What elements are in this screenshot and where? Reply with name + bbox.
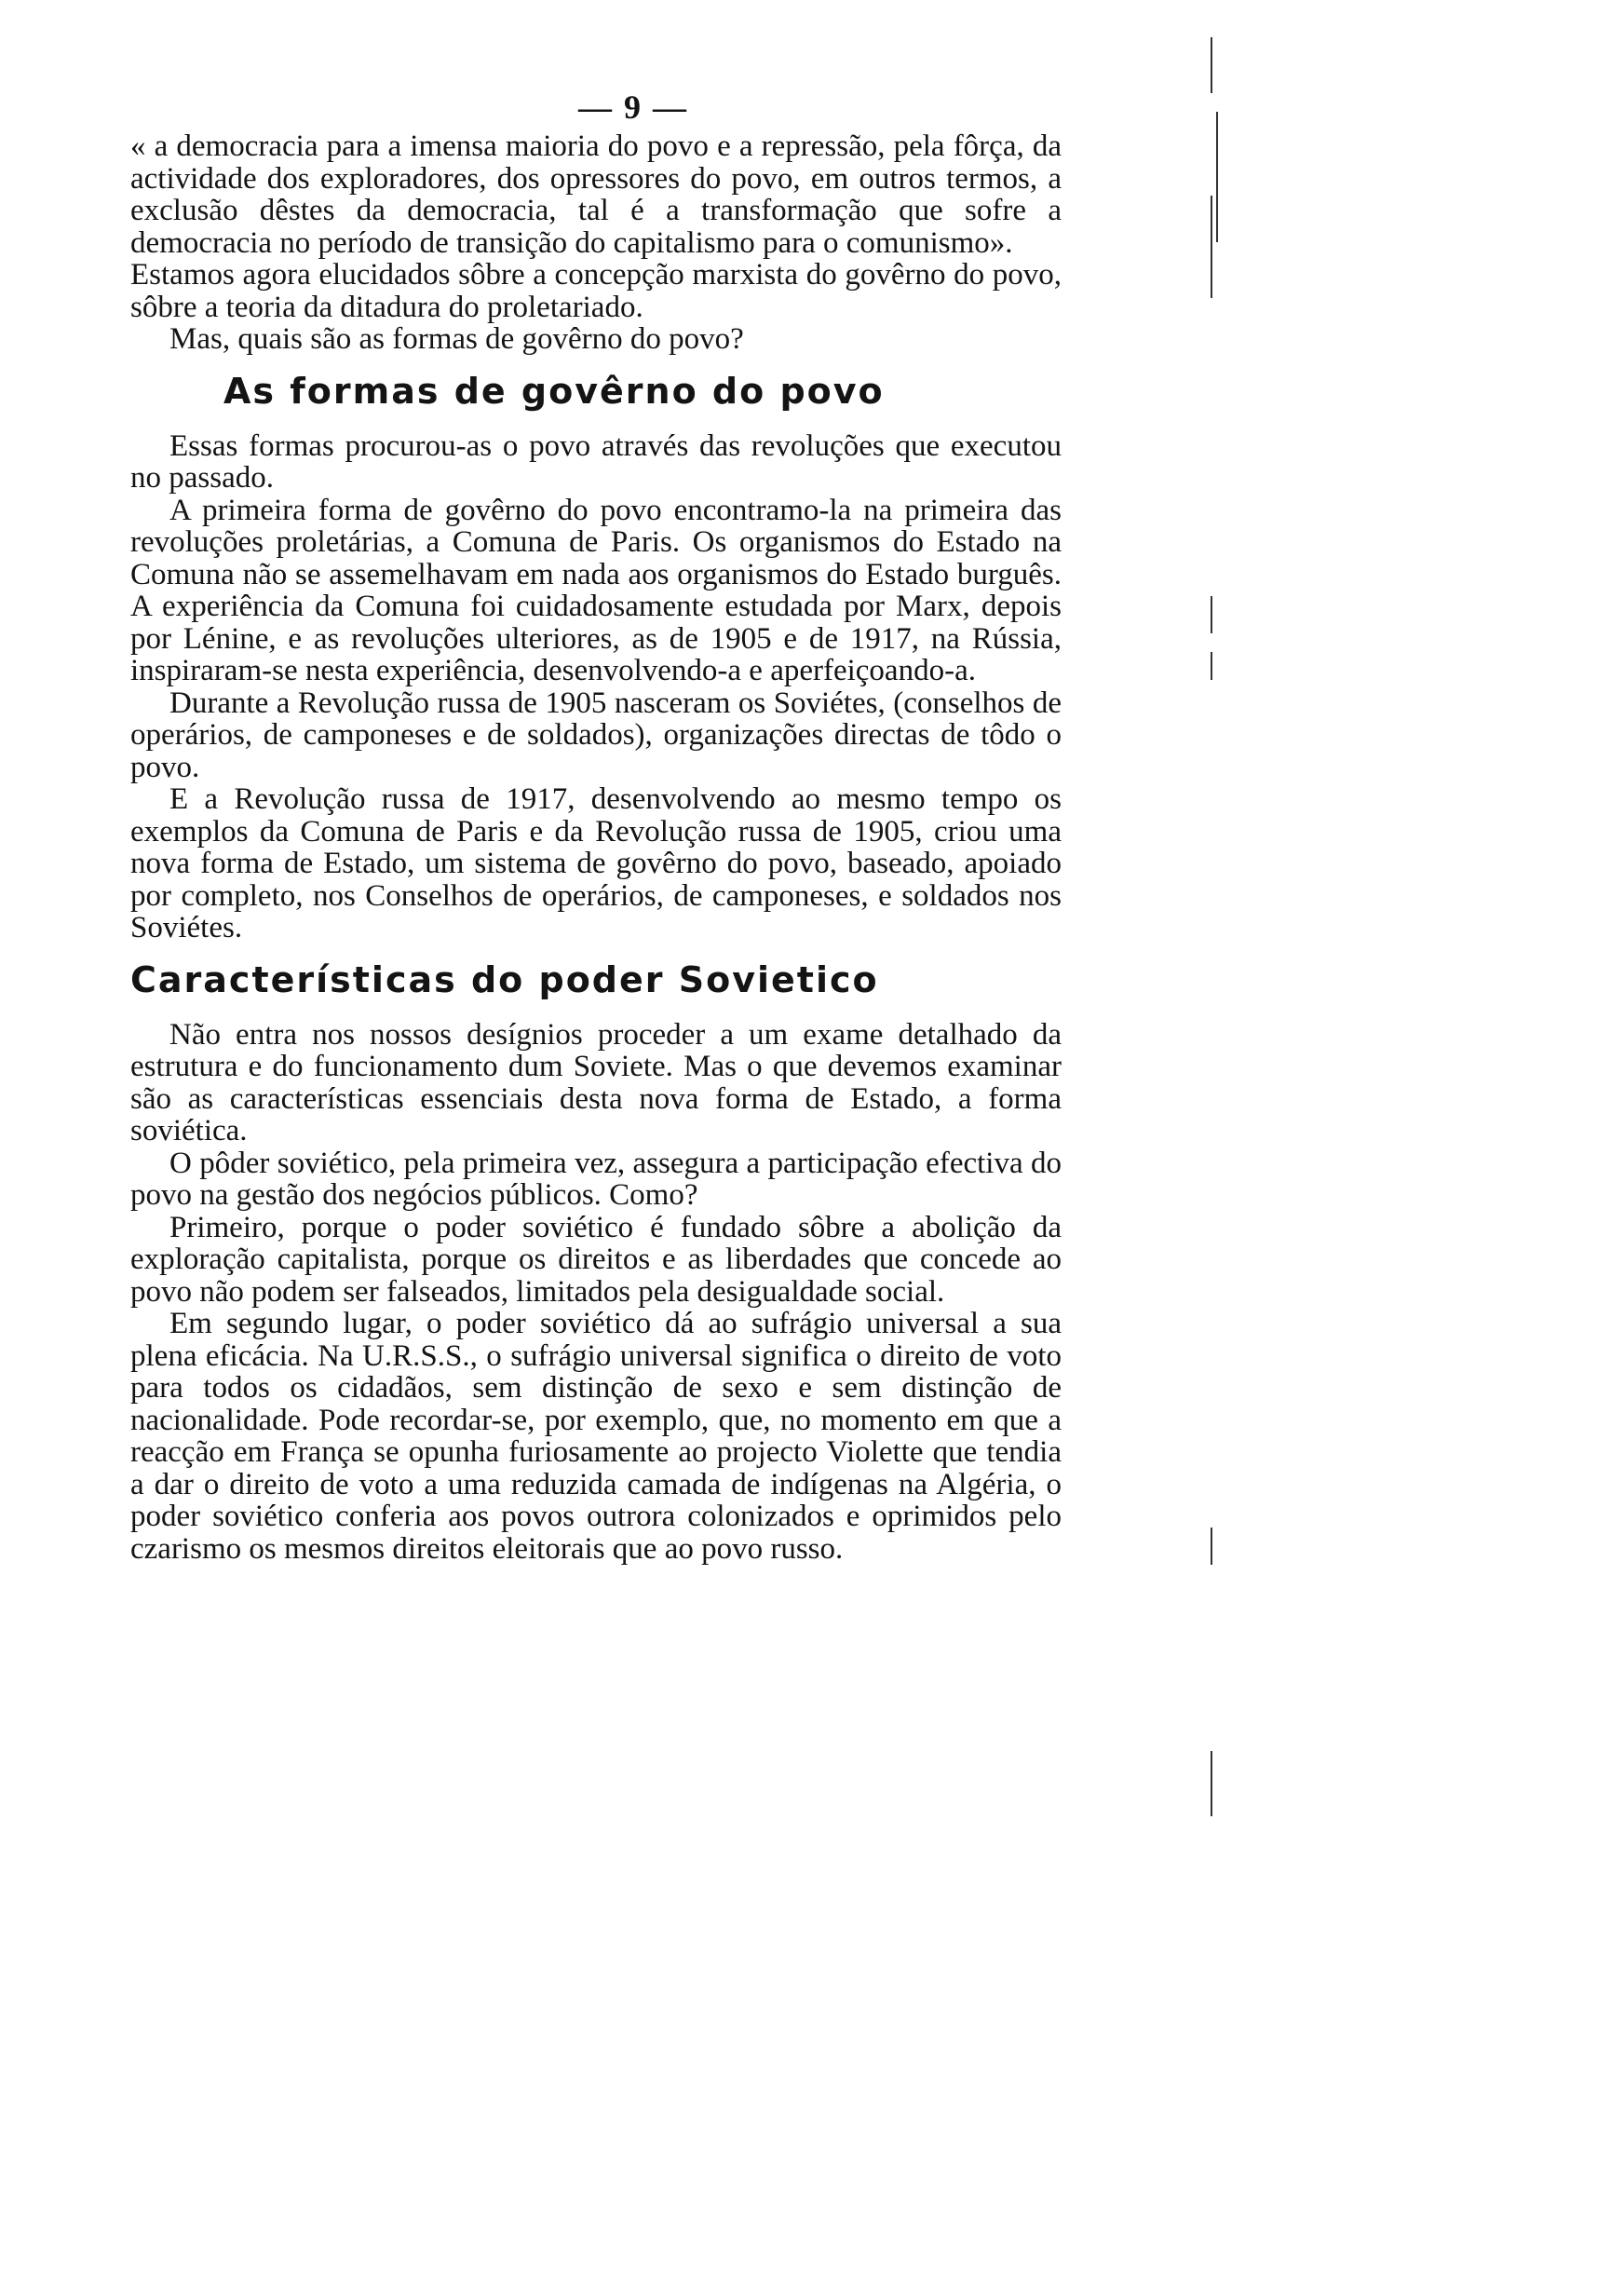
paragraph-segundo: Em segundo lugar, o poder soviético dá ao sufrágio universal a sua plena eficácia. Na U.R.S.S., o sufrágio universal significa o direito de voto para todos os cidadãos, sem distinção de sexo e sem distinção de nacionalidade. Pode recordar-se, por exemplo, que, no momento em que a reacção em França se opunha furiosamente ao projecto Violette que tendia a dar o direito de voto a uma reduzida camada de indígenas na Algéria, o poder soviético conferia aos povos outrora colonizados e oprimidos pelo czarismo os mesmos direitos eleitorais que ao povo russo. (130, 1307, 1062, 1566)
scan-mark (1211, 1751, 1212, 1816)
paragraph-poder-sovietico: O pôder soviético, pela primeira vez, assegura a participação efectiva do povo na gestão dos negócios públicos. Como? (130, 1146, 1062, 1212)
paragraph-estamos: Estamos agora elucidados sôbre a concepção marxista do govêrno do povo, sôbre a teoria da ditadura do proletariado. (130, 258, 1062, 324)
paragraph-mas: Mas, quais são as formas de govêrno do povo? (169, 322, 744, 356)
scan-mark (1211, 1528, 1212, 1565)
scan-margin-marks (1211, 0, 1248, 2295)
scan-mark (1211, 596, 1212, 633)
section-heading-caracteristicas: Características do poder Sovietico (130, 958, 879, 1000)
scan-mark (1211, 652, 1212, 680)
paragraph-nao-entra: Não entra nos nossos desígnios proceder a um exame detalhado da estrutura e do funcionamento dum Soviete. Mas o que devemos examinar são as características essenciais desta nova forma de Estado, a forma soviética. (130, 1017, 1062, 1148)
scan-mark (1211, 196, 1212, 298)
section-heading-formas: As formas de govêrno do povo (223, 370, 885, 412)
page-body (130, 84, 1062, 1565)
paragraph-primeiro: Primeiro, porque o poder soviético é fundado sôbre a abolição da exploração capitalista, porque os direitos e as liberdades que concede ao povo não podem ser falseados, limitados pela desigualdade social. (130, 1210, 1062, 1309)
scan-mark (1211, 37, 1212, 93)
paragraph-primeira-forma: A primeira forma de govêrno do povo encontramo-la na primeira das revoluções proletárias, a Comuna de Paris. Os organismos do Estado na Comuna não se assemelhavam em nada aos organismos do Estado burguês. A experiência da Comuna foi cuidadosamente estudada por Marx, depois por Lénine, e as revoluções ulteriores, as de 1905 e de 1917, na Rússia, inspiraram-se nesta experiência, desenvolvendo-a e aperfeiçoando-a. (130, 493, 1062, 687)
page-number: — 9 — (578, 88, 688, 126)
paragraph-essas: Essas formas procurou-as o povo através das revoluções que executou no passado. (130, 428, 1062, 495)
scan-mark (1216, 112, 1218, 242)
paragraph-durante: Durante a Revolução russa de 1905 nasceram os Soviétes, (conselhos de operários, de camponeses e de soldados), organizações directas de tôdo o povo. (130, 686, 1062, 784)
intro-quote-paragraph: « a democracia para a imensa maioria do povo e a repressão, pela fôrça, da actividade dos exploradores, dos opressores do povo, em outros termos, a exclusão dêstes da democracia, tal é a transformação que sofre a democracia no período de transição do capitalismo para o comunismo». (130, 129, 1062, 260)
paragraph-revolucao-1917: E a Revolução russa de 1917, desenvolvendo ao mesmo tempo os exemplos da Comuna de Paris e da Revolução russa de 1905, criou uma nova forma de Estado, um sistema de govêrno do povo, baseado, apoiado por completo, nos Conselhos de operários, de camponeses, e soldados nos Soviétes. (130, 782, 1062, 944)
